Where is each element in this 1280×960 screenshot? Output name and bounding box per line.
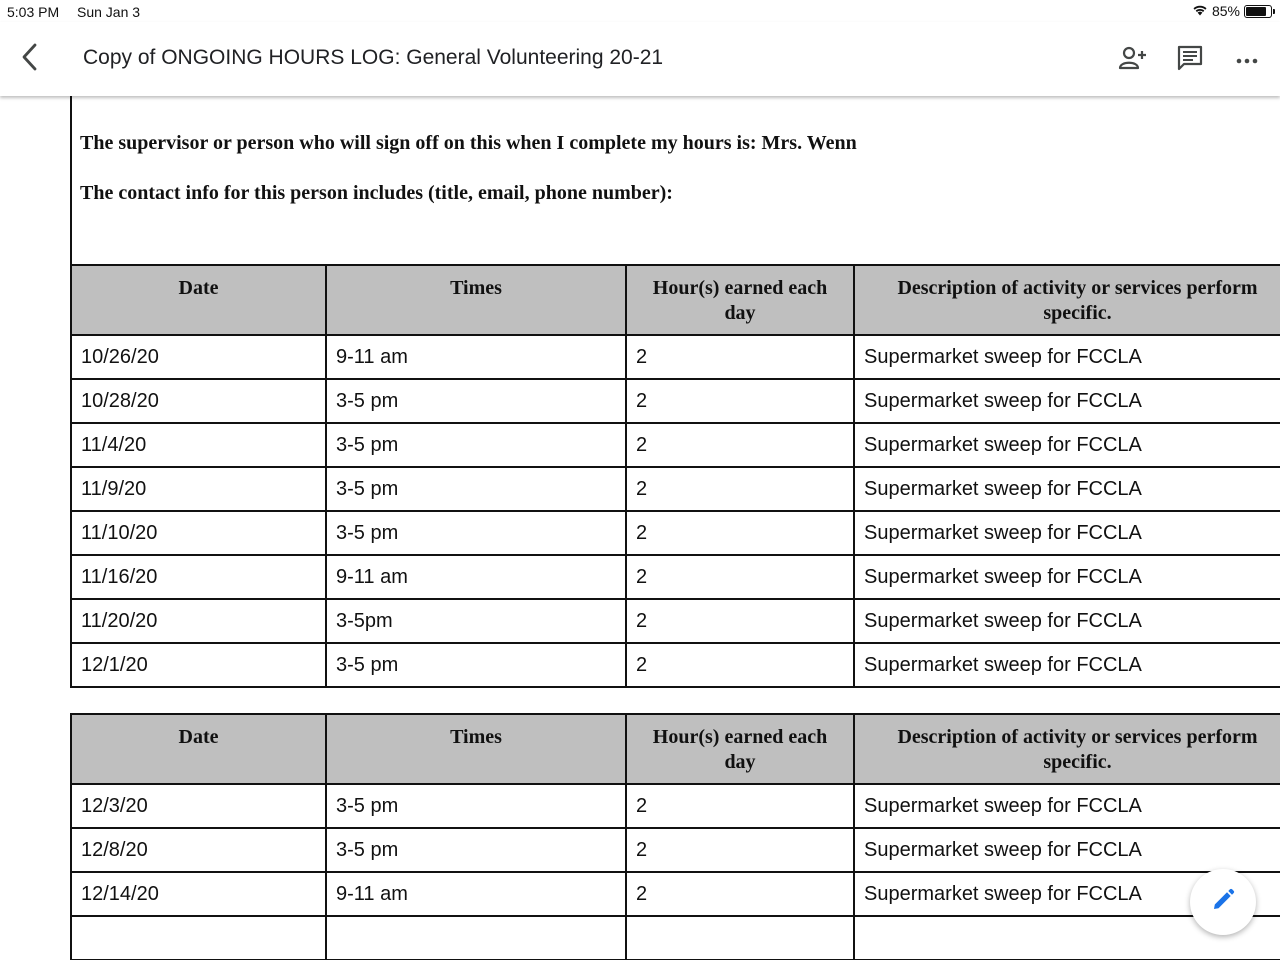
cell-hours[interactable]: 2 bbox=[626, 335, 854, 379]
cell-hours[interactable]: 2 bbox=[626, 784, 854, 828]
hours-log-table-continued bbox=[70, 713, 1280, 960]
header-hours-line: day bbox=[724, 302, 756, 324]
cell-hours[interactable]: 2 bbox=[626, 511, 854, 555]
header-description-line: specific. bbox=[1043, 302, 1112, 324]
more-horizontal-icon bbox=[1236, 51, 1258, 69]
battery-icon bbox=[1244, 5, 1272, 18]
pencil-icon bbox=[1210, 887, 1236, 918]
battery-percent: 85% bbox=[1211, 3, 1240, 19]
header-date-line: Date bbox=[178, 277, 219, 299]
table-row bbox=[71, 872, 1280, 916]
status-indicators bbox=[1192, 3, 1272, 19]
header-hours bbox=[626, 714, 854, 784]
cell-hours[interactable]: 2 bbox=[626, 467, 854, 511]
cell-date[interactable]: 11/9/20 bbox=[71, 467, 326, 511]
header-times bbox=[326, 714, 626, 784]
cell-hours[interactable] bbox=[626, 916, 854, 960]
add-person-icon bbox=[1118, 45, 1148, 76]
cell-hours[interactable]: 2 bbox=[626, 379, 854, 423]
wifi-icon bbox=[1192, 3, 1208, 19]
header-description bbox=[854, 714, 1280, 784]
header-hours-line: Hour(s) earned each bbox=[652, 726, 828, 748]
header-description-line: Description of activity or services perform bbox=[897, 277, 1258, 299]
cell-times[interactable] bbox=[326, 916, 626, 960]
page-border bbox=[70, 96, 72, 266]
status-bar bbox=[0, 0, 1280, 22]
battery-fill bbox=[1246, 7, 1266, 16]
header-date bbox=[71, 714, 326, 784]
header-description-line: specific. bbox=[1043, 751, 1112, 773]
header-times-line: Times bbox=[450, 277, 502, 299]
table-row bbox=[71, 828, 1280, 872]
header-hours-line: Hour(s) earned each bbox=[652, 277, 828, 299]
table-row bbox=[71, 784, 1280, 828]
cell-description[interactable]: Supermarket sweep for FCCLA bbox=[854, 784, 1280, 828]
cell-description[interactable]: Supermarket sweep for FCCLA bbox=[854, 872, 1280, 916]
cell-times[interactable]: 3-5 pm bbox=[326, 467, 626, 511]
cell-date[interactable]: 11/4/20 bbox=[71, 423, 326, 467]
table-header-row bbox=[71, 714, 1280, 784]
cell-description[interactable]: Supermarket sweep for FCCLA bbox=[854, 335, 1280, 379]
chevron-left-icon bbox=[20, 43, 38, 76]
cell-description[interactable]: Supermarket sweep for FCCLA bbox=[854, 379, 1280, 423]
header-date-line: Date bbox=[178, 726, 219, 748]
comment-icon bbox=[1177, 45, 1203, 76]
table-row bbox=[71, 467, 1280, 511]
supervisor-text: The supervisor or person who will sign off on this when I complete my hours is: Mrs. Wenn bbox=[80, 132, 857, 154]
cell-hours[interactable]: 2 bbox=[626, 828, 854, 872]
cell-date[interactable]: 12/8/20 bbox=[71, 828, 326, 872]
table-row bbox=[71, 335, 1280, 379]
cell-times[interactable]: 9-11 am bbox=[326, 872, 626, 916]
contact-info-text: The contact info for this person includes (title, email, phone number): bbox=[80, 182, 673, 204]
header-description bbox=[854, 265, 1280, 335]
cell-date[interactable] bbox=[71, 916, 326, 960]
cell-description[interactable]: Supermarket sweep for FCCLA bbox=[854, 828, 1280, 872]
app-bar bbox=[0, 22, 1280, 96]
cell-times[interactable]: 3-5 pm bbox=[326, 784, 626, 828]
cell-date[interactable]: 11/20/20 bbox=[71, 599, 326, 643]
header-hours-line: day bbox=[724, 751, 756, 773]
table-row bbox=[71, 555, 1280, 599]
header-times bbox=[326, 265, 626, 335]
cell-date[interactable]: 10/26/20 bbox=[71, 335, 326, 379]
cell-description[interactable]: Supermarket sweep for FCCLA bbox=[854, 511, 1280, 555]
header-description-line: Description of activity or services perform bbox=[897, 726, 1258, 748]
cell-times[interactable]: 3-5 pm bbox=[326, 379, 626, 423]
cell-hours[interactable]: 2 bbox=[626, 423, 854, 467]
header-times-line: Times bbox=[450, 726, 502, 748]
back-button[interactable] bbox=[14, 42, 44, 76]
cell-times[interactable]: 3-5pm bbox=[326, 599, 626, 643]
table-row bbox=[71, 599, 1280, 643]
header-hours bbox=[626, 265, 854, 335]
cell-date[interactable]: 11/10/20 bbox=[71, 511, 326, 555]
cell-date[interactable]: 10/28/20 bbox=[71, 379, 326, 423]
document-title: Copy of ONGOING HOURS LOG: General Volunteering 20-21 bbox=[83, 46, 664, 69]
table-header-row bbox=[71, 265, 1280, 335]
cell-hours[interactable]: 2 bbox=[626, 643, 854, 687]
share-button[interactable] bbox=[1117, 44, 1149, 76]
status-date: Sun Jan 3 bbox=[77, 4, 141, 20]
cell-times[interactable]: 9-11 am bbox=[326, 335, 626, 379]
cell-times[interactable]: 3-5 pm bbox=[326, 511, 626, 555]
cell-times[interactable]: 9-11 am bbox=[326, 555, 626, 599]
status-time: 5:03 PM bbox=[7, 4, 60, 20]
table-row bbox=[71, 916, 1280, 960]
document-canvas bbox=[0, 96, 1280, 960]
cell-hours[interactable]: 2 bbox=[626, 872, 854, 916]
cell-times[interactable]: 3-5 pm bbox=[326, 423, 626, 467]
cell-date[interactable]: 12/3/20 bbox=[71, 784, 326, 828]
cell-times[interactable]: 3-5 pm bbox=[326, 643, 626, 687]
cell-description[interactable]: Supermarket sweep for FCCLA bbox=[854, 467, 1280, 511]
header-date bbox=[71, 265, 326, 335]
cell-description[interactable]: Supermarket sweep for FCCLA bbox=[854, 555, 1280, 599]
cell-description[interactable]: Supermarket sweep for FCCLA bbox=[854, 599, 1280, 643]
hours-log-table bbox=[70, 264, 1280, 688]
table-row bbox=[71, 379, 1280, 423]
edit-fab-button[interactable] bbox=[1190, 869, 1256, 935]
cell-description[interactable]: Supermarket sweep for FCCLA bbox=[854, 423, 1280, 467]
cell-hours[interactable]: 2 bbox=[626, 555, 854, 599]
cell-hours[interactable]: 2 bbox=[626, 599, 854, 643]
table-row bbox=[71, 423, 1280, 467]
cell-date[interactable]: 12/1/20 bbox=[71, 643, 326, 687]
cell-times[interactable]: 3-5 pm bbox=[326, 828, 626, 872]
more-options-button[interactable] bbox=[1231, 44, 1263, 76]
table-row bbox=[71, 643, 1280, 687]
cell-date[interactable]: 12/14/20 bbox=[71, 872, 326, 916]
comments-button[interactable] bbox=[1174, 44, 1206, 76]
table-row bbox=[71, 511, 1280, 555]
cell-date[interactable]: 11/16/20 bbox=[71, 555, 326, 599]
cell-description[interactable]: Supermarket sweep for FCCLA bbox=[854, 643, 1280, 687]
